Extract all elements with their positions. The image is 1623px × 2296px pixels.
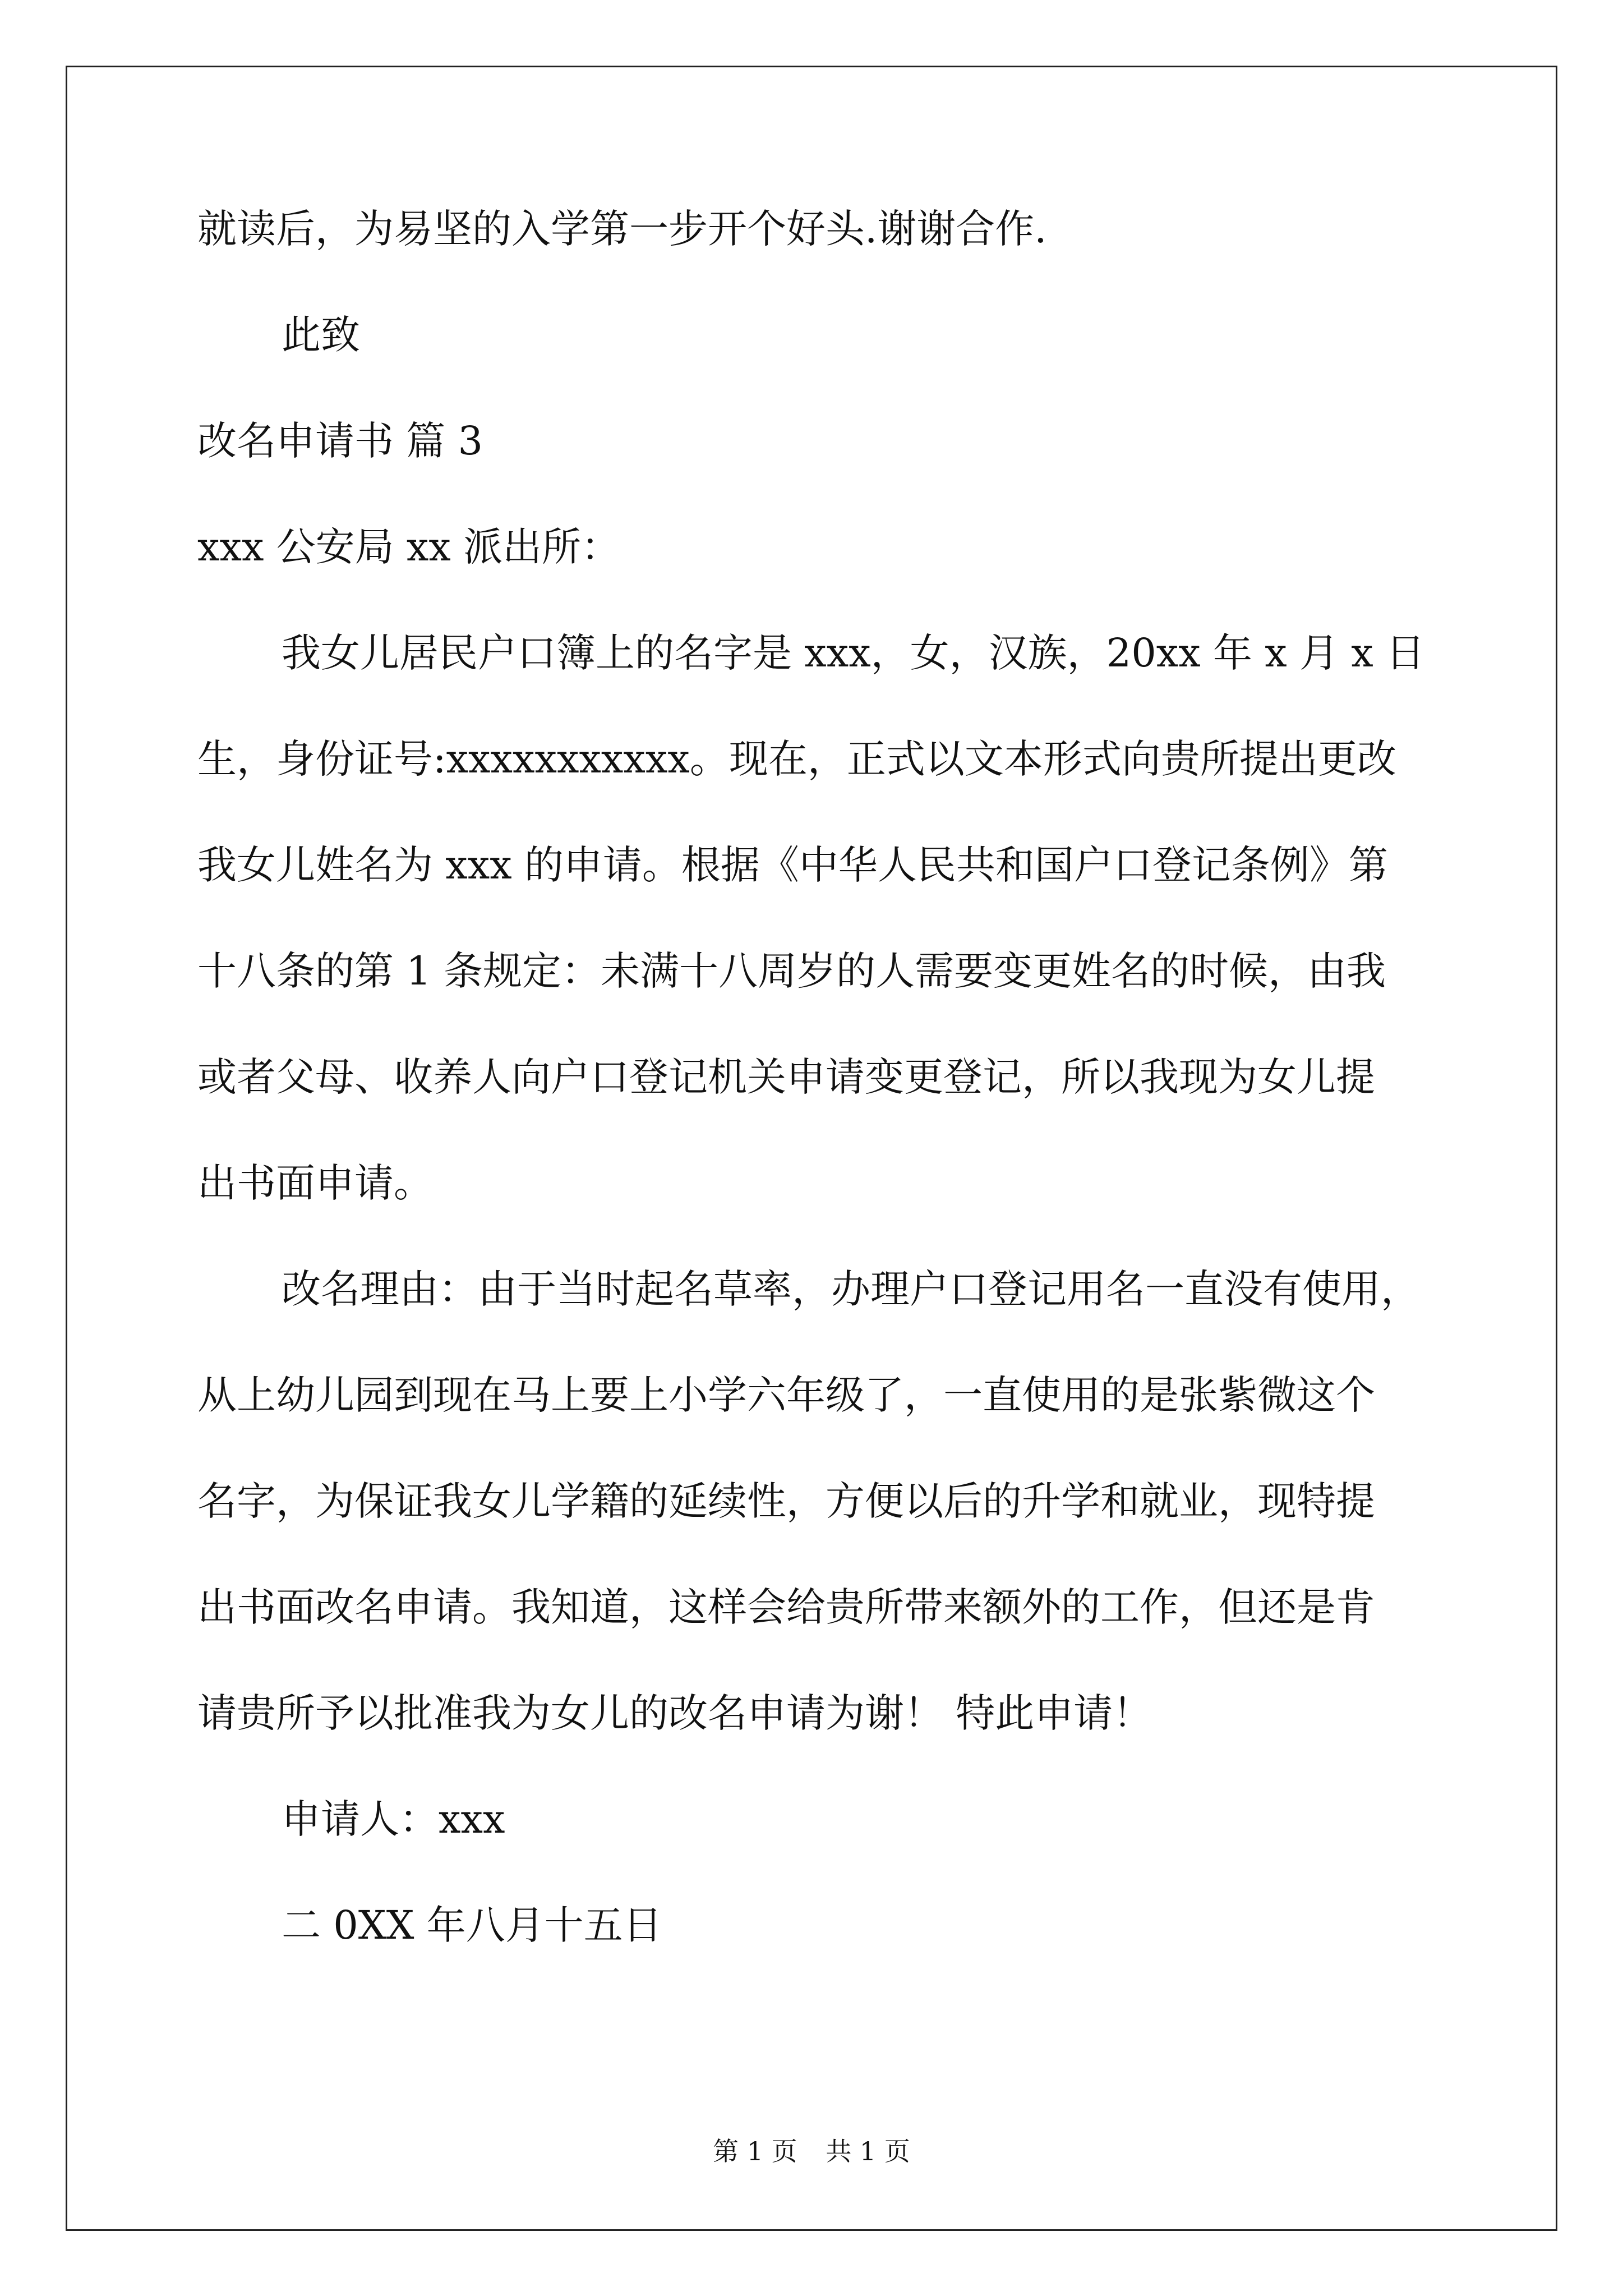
text-line: 就读后，为易坚的入学第一步开个好头.谢谢合作.: [197, 206, 1047, 252]
document-body: [197, 202, 1431, 2004]
paragraph-line: 我女儿姓名为 xxx 的申请。根据《中华人民共和国户口登记条例》第: [197, 842, 1388, 888]
paragraph-line: 从上幼儿园到现在马上要上小学六年级了，一直使用的是张紫微这个: [197, 1372, 1375, 1418]
addressee: xxx 公安局 xx 派出所：: [197, 524, 621, 570]
page-footer: [0, 2134, 1623, 2168]
page-total: 共 1 页: [826, 2136, 910, 2166]
paragraph-line: 或者父母、收养人向户口登记机关申请变更登记，所以我现为女儿提: [197, 1054, 1375, 1100]
date-line: 二 0XX 年八月十五日: [282, 1902, 662, 1948]
paragraph-line: 请贵所予以批准我为女儿的改名申请为谢！ 特此申请！: [197, 1690, 1152, 1736]
text-block: [197, 202, 1431, 2004]
closing-salutation: 此致: [282, 312, 360, 358]
paragraph-line: 我女儿居民户口簿上的名字是 xxx，女，汉族，20xx 年 x 月 x 日: [282, 630, 1425, 676]
paragraph-line: 出书面改名申请。我知道，这样会给贵所带来额外的工作，但还是肯: [197, 1584, 1375, 1630]
paragraph-line: 名字，为保证我女儿学籍的延续性，方便以后的升学和就业，现特提: [197, 1478, 1375, 1524]
section-heading: 改名申请书 篇 3: [197, 418, 483, 464]
paragraph-line: 出书面申请。: [197, 1160, 433, 1206]
applicant-signature: 申请人：xxx: [282, 1796, 505, 1842]
paragraph-line: 生，身份证号:xxxxxxxxxxx。现在，正式以文本形式向贵所提出更改: [197, 736, 1396, 782]
paragraph-line: 十八条的第 1 条规定：未满十八周岁的人需要变更姓名的时候，由我: [197, 948, 1386, 994]
paragraph-line: 改名理由：由于当时起名草率，办理户口登记用名一直没有使用，: [282, 1266, 1420, 1312]
page-number: 第 1 页: [713, 2136, 797, 2166]
